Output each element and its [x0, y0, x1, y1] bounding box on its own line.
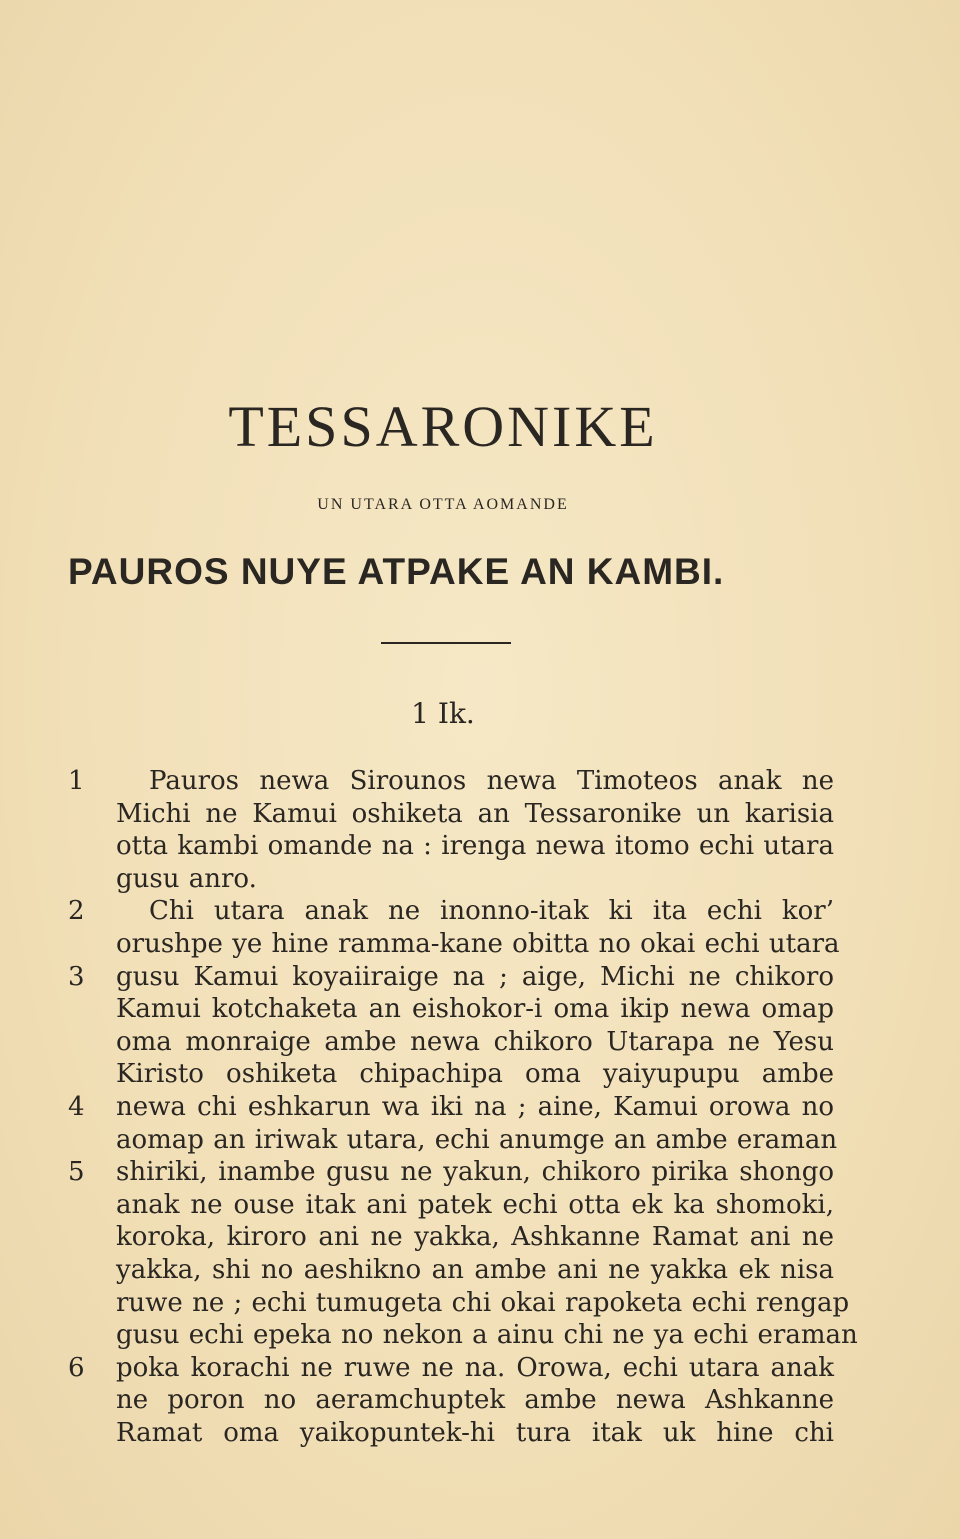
- text-line: [116, 1254, 834, 1287]
- text-line: [68, 1352, 834, 1385]
- divider-rule: [381, 642, 511, 644]
- verse-number: 3: [68, 961, 85, 992]
- line-text: Pauros newa Sirounos newa Timoteos anak ne: [149, 766, 834, 796]
- line-text: koroka, kiroro ani ne yakka, Ashkanne Ramat ani ne: [116, 1222, 834, 1253]
- line-text: shiriki, inambe gusu ne yakun, chikoro pirika shongo: [116, 1157, 834, 1188]
- line-text: gusu anro.: [116, 863, 257, 894]
- line-text: Kamui kotchaketa an eishokor-i oma ikip newa omap: [116, 994, 834, 1025]
- line-text: anak ne ouse itak ani patek echi otta ek ka shomoki,: [116, 1189, 834, 1220]
- line-text: aomap an iriwak utara, echi anumge an ambe eraman: [116, 1124, 838, 1155]
- text-line: [116, 1058, 834, 1091]
- text-line: [116, 830, 834, 863]
- verse-number: 1: [68, 766, 85, 796]
- line-text: Ramat oma yaikopuntek-hi tura itak uk hine chi: [116, 1417, 834, 1448]
- text-line: [68, 1156, 834, 1189]
- text-line: [116, 863, 834, 896]
- line-text: gusu echi epeka no nekon a ainu chi ne ya echi eraman: [116, 1320, 858, 1351]
- text-line: [116, 1384, 834, 1417]
- line-text: orushpe ye hine ramma-kane obitta no okai echi utara: [116, 928, 840, 959]
- line-text: oma monraige ambe newa chikoro Utarapa ne Yesu: [116, 1026, 834, 1057]
- verse-number: 5: [68, 1157, 85, 1188]
- verse-number: 2: [68, 896, 85, 927]
- book-title: TESSARONIKE: [228, 394, 658, 459]
- verse-number: 4: [68, 1091, 85, 1122]
- text-line: [116, 1189, 834, 1222]
- text-line: [116, 1417, 834, 1450]
- line-text: newa chi eshkarun wa iki na ; aine, Kamui orowa no: [116, 1091, 834, 1122]
- text-line: [68, 1091, 834, 1124]
- text-line: [116, 1319, 858, 1352]
- chapter-number: 1 Ik.: [411, 697, 475, 730]
- text-line: [68, 961, 834, 994]
- line-text: otta kambi omande na : irenga newa itomo echi utara: [116, 831, 834, 862]
- text-line: [68, 765, 834, 798]
- book-subtitle: UN UTARA OTTA AOMANDE: [317, 496, 569, 513]
- section-heading: PAUROS NUYE ATPAKE AN KAMBI.: [68, 551, 725, 592]
- line-text: Chi utara anak ne inonno-itak ki ita echi kor’: [149, 896, 834, 927]
- text-line: [116, 798, 834, 831]
- line-text: Michi ne Kamui oshiketa an Tessaronike un karisia: [116, 798, 834, 829]
- verse-number: 6: [68, 1352, 85, 1383]
- line-text: yakka, shi no aeshikno an ambe ani ne yakka ek nisa: [116, 1254, 834, 1285]
- text-line: [116, 1221, 834, 1254]
- line-text: Kiristo oshiketa chipachipa oma yaiyupupu ambe: [116, 1059, 834, 1090]
- line-text: gusu Kamui koyaiiraige na ; aige, Michi ne chikoro: [116, 961, 834, 992]
- text-line: [116, 1287, 850, 1320]
- line-text: ruwe ne ; echi tumugeta chi okai rapoketa echi rengap: [116, 1287, 850, 1318]
- text-line: [116, 928, 840, 961]
- text-line: [116, 1026, 834, 1059]
- text-line: [116, 1124, 838, 1157]
- body-text: [68, 765, 858, 1449]
- line-text: poka korachi ne ruwe ne na. Orowa, echi utara anak: [116, 1352, 834, 1383]
- text-line: [116, 993, 834, 1026]
- line-text: ne poron no aeramchuptek ambe newa Ashkanne: [116, 1385, 834, 1416]
- text-line: [68, 895, 834, 928]
